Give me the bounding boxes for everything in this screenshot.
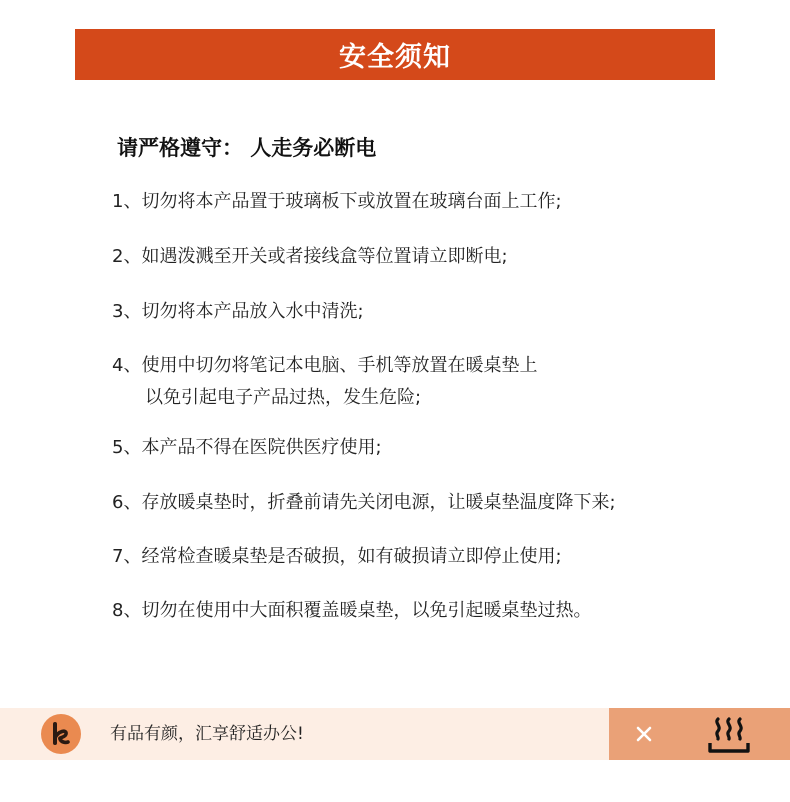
footer-slogan: 有品有颜，汇享舒适办公! (110, 724, 304, 744)
intro-heading: 请严格遵守： 人走务必断电 (117, 136, 377, 160)
rule-item (112, 487, 616, 519)
rule-item (112, 241, 508, 273)
rule-item (112, 595, 591, 627)
rule-item (112, 350, 537, 414)
rule-line: 4、使用中切勿将笔记本电脑、手机等放置在暖桌垫上 (112, 355, 538, 376)
rule-line: 6、存放暖桌垫时，折叠前请先关闭电源，让暖桌垫温度降下来; (112, 492, 616, 513)
rule-line: 2、如遇泼溅至开关或者接线盒等位置请立即断电; (112, 246, 508, 267)
rule-line: 1、切勿将本产品置于玻璃板下或放置在玻璃台面上工作; (112, 191, 562, 212)
heat-pad-icon (706, 715, 752, 755)
rule-item (112, 432, 382, 464)
rule-item (112, 296, 364, 328)
rule-line: 5、本产品不得在医院供医疗使用; (112, 437, 382, 458)
rule-item (112, 186, 562, 218)
k-logo-icon (41, 714, 81, 754)
rule-line: 8、切勿在使用中大面积覆盖暖桌垫，以免引起暖桌垫过热。 (112, 600, 592, 621)
page-title: 安全须知 (339, 42, 451, 73)
close-icon[interactable] (632, 722, 656, 746)
rule-line: 7、经常检查暖桌垫是否破损，如有破损请立即停止使用; (112, 546, 562, 567)
footer-bar (0, 708, 790, 760)
rule-line: 3、切勿将本产品放入水中清洗; (112, 301, 364, 322)
title-banner (75, 29, 715, 80)
rule-line: 以免引起电子产品过热，发生危险; (145, 387, 422, 408)
rule-item (112, 541, 562, 573)
